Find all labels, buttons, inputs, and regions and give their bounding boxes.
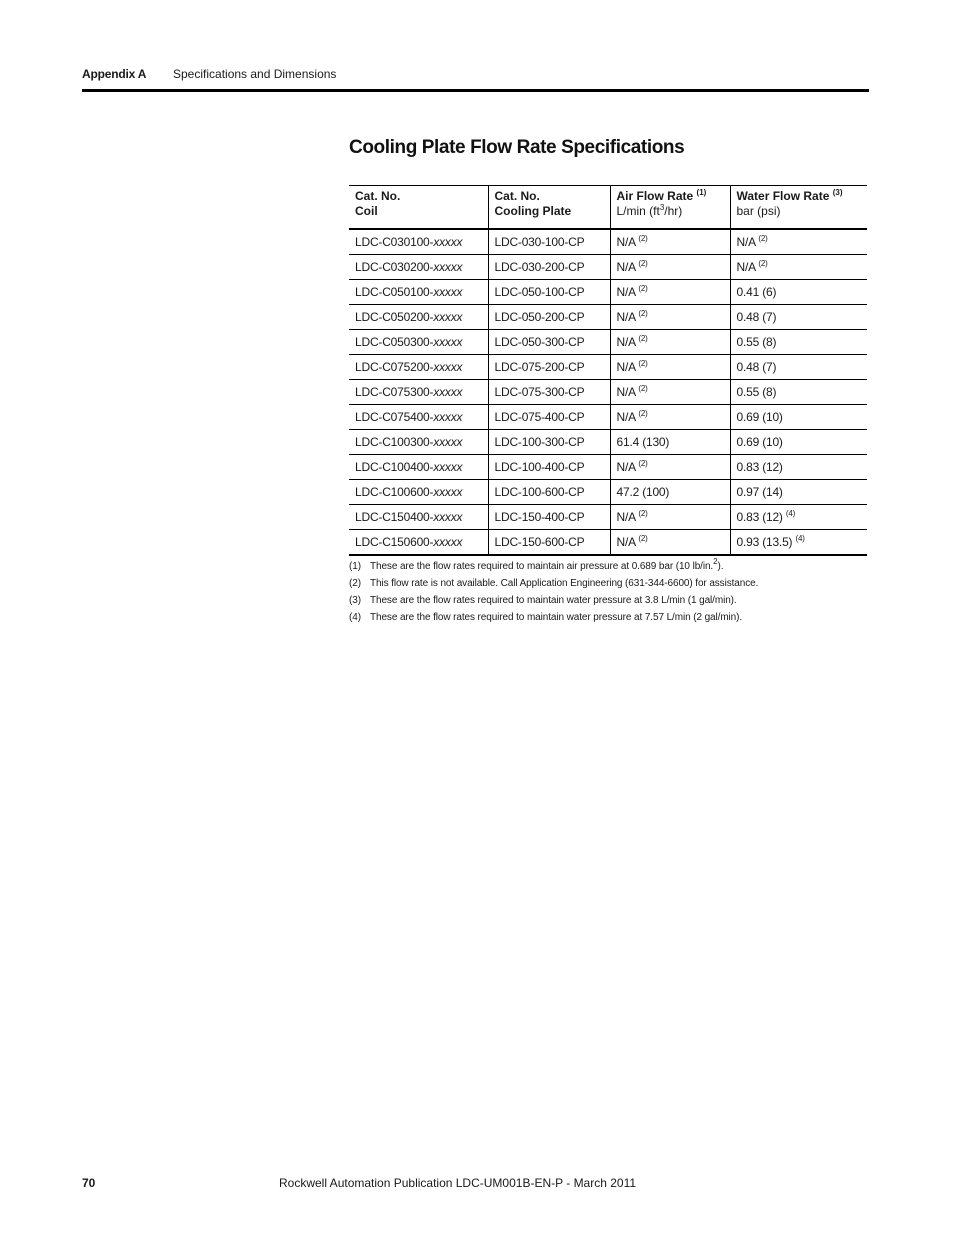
coil-suffix: xxxxx [433,460,463,474]
header-rule [82,89,869,92]
cell-water [730,530,867,556]
table-row [349,405,867,430]
coil-number: LDC-C100600- [355,485,434,499]
footnote [349,557,869,578]
water-value: 0.48 (7) [736,360,777,374]
cell-air [610,480,730,505]
header-coil-line1: Cat. No. [355,189,401,203]
cell-plate: LDC-030-200-CP [488,255,610,280]
cell-plate: LDC-150-600-CP [488,530,610,556]
air-footnote-ref: (2) [638,284,648,293]
table-row [349,380,867,405]
table-row [349,305,867,330]
header-water [730,186,867,230]
air-value: N/A [616,410,636,424]
coil-suffix: xxxxx [433,260,463,274]
footnote-text: This flow rate is not available. Call Application Engineering (631-344-6600) for assistance. [370,578,759,589]
coil-number: LDC-C100300- [355,435,434,449]
cell-coil [349,255,488,280]
air-value: N/A [616,510,636,524]
flow-rate-table [349,185,867,556]
air-footnote-ref: (2) [638,259,648,268]
water-value: 0.83 (12) [736,510,783,524]
cell-water [730,430,867,455]
cell-air [610,380,730,405]
section-title: Cooling Plate Flow Rate Specifications [349,137,685,158]
cell-water [730,229,867,255]
cell-plate: LDC-100-300-CP [488,430,610,455]
cell-plate: LDC-050-200-CP [488,305,610,330]
coil-number: LDC-C100400- [355,460,434,474]
cell-air [610,430,730,455]
water-value: 0.69 (10) [736,435,783,449]
air-value: N/A [616,385,636,399]
cell-air [610,305,730,330]
cell-water [730,330,867,355]
footnote-number: (3) [349,595,361,606]
water-value: 0.97 (14) [736,485,783,499]
footnote-text: These are the flow rates required to maintain water pressure at 3.8 L/min (1 gal/min). [370,595,737,606]
water-footnote-ref: (4) [795,534,805,543]
table-body [349,229,867,555]
water-value: 0.48 (7) [736,310,777,324]
footnote-text: These are the flow rates required to maintain air pressure at 0.689 bar (10 lb/in. [370,561,714,572]
cell-air [610,255,730,280]
cell-coil [349,380,488,405]
coil-suffix: xxxxx [433,360,463,374]
cell-air [610,229,730,255]
cell-plate: LDC-150-400-CP [488,505,610,530]
header-plate-line2: Cooling Plate [494,204,572,218]
cell-coil [349,430,488,455]
footnote [349,578,869,595]
table-row [349,480,867,505]
cell-plate: LDC-100-600-CP [488,480,610,505]
cell-coil [349,355,488,380]
coil-suffix: xxxxx [433,510,463,524]
footnote-tail: ). [717,561,724,572]
footnote-number: (2) [349,578,361,589]
table-row [349,455,867,480]
cell-water [730,255,867,280]
header-coil-line2: Coil [355,204,378,218]
footnote-number: (1) [349,561,361,572]
air-footnote-ref: (2) [638,409,648,418]
cell-air [610,530,730,556]
cell-air [610,355,730,380]
water-value: 0.55 (8) [736,385,777,399]
coil-number: LDC-C075300- [355,385,434,399]
cell-coil [349,505,488,530]
coil-suffix: xxxxx [433,435,463,449]
table-row [349,280,867,305]
publication-info: Rockwell Automation Publication LDC-UM001B-EN-P - March 2011 [279,1176,637,1190]
coil-suffix: xxxxx [433,535,463,549]
running-header [82,67,868,81]
cell-coil [349,330,488,355]
air-footnote-ref: (2) [638,384,648,393]
table-row [349,330,867,355]
table-header-row [349,186,867,230]
appendix-label: Appendix A [82,67,147,81]
footnote-sup: 2 [713,557,718,566]
cell-air [610,280,730,305]
air-value: N/A [616,310,636,324]
footnote [349,595,869,612]
water-value: 0.69 (10) [736,410,783,424]
header-water-title: Water Flow Rate [736,189,830,203]
cell-plate: LDC-075-300-CP [488,380,610,405]
table-row [349,505,867,530]
cell-coil [349,405,488,430]
cell-plate: LDC-075-200-CP [488,355,610,380]
cell-water [730,405,867,430]
coil-suffix: xxxxx [433,235,463,249]
header-air-unit-post: /hr) [664,204,683,218]
footnotes [349,557,869,629]
coil-number: LDC-C075400- [355,410,434,424]
water-value: 0.55 (8) [736,335,777,349]
air-value: N/A [616,535,636,549]
cell-coil [349,229,488,255]
table-row [349,229,867,255]
coil-number: LDC-C050100- [355,285,434,299]
air-value: N/A [616,460,636,474]
water-footnote-ref: (2) [758,259,768,268]
coil-number: LDC-C030200- [355,260,434,274]
cell-water [730,380,867,405]
cell-coil [349,305,488,330]
air-value: N/A [616,360,636,374]
header-water-note: (3) [832,188,843,197]
coil-number: LDC-C030100- [355,235,434,249]
water-value: N/A [736,260,756,274]
header-coil [349,186,488,230]
table-row [349,530,867,556]
cell-air [610,455,730,480]
coil-number: LDC-C050300- [355,335,434,349]
page-number: 70 [82,1176,96,1190]
water-footnote-ref: (4) [785,509,796,518]
coil-number: LDC-C150600- [355,535,434,549]
cell-air [610,330,730,355]
header-plate [488,186,610,230]
air-footnote-ref: (2) [638,334,648,343]
coil-suffix: xxxxx [433,335,463,349]
water-footnote-ref: (2) [758,234,768,243]
cell-water [730,505,867,530]
footnote-number: (4) [349,612,361,623]
coil-suffix: xxxxx [433,410,463,424]
air-value: N/A [616,260,636,274]
air-value: N/A [616,285,636,299]
air-footnote-ref: (2) [638,234,648,243]
header-air-unit-pre: L/min (ft [616,204,660,218]
coil-number: LDC-C075200- [355,360,434,374]
coil-suffix: xxxxx [433,310,463,324]
coil-suffix: xxxxx [433,385,463,399]
cell-water [730,455,867,480]
water-value: 0.83 (12) [736,460,783,474]
cell-plate: LDC-075-400-CP [488,405,610,430]
coil-number: LDC-C050200- [355,310,434,324]
cell-air [610,505,730,530]
footnote [349,612,869,629]
header-water-unit: bar (psi) [736,204,781,218]
air-footnote-ref: (2) [638,509,648,518]
cell-plate: LDC-050-100-CP [488,280,610,305]
air-footnote-ref: (2) [638,359,648,368]
header-air [610,186,730,230]
air-value: 61.4 (130) [616,435,670,449]
header-air-note: (1) [696,188,707,197]
footnote-text: These are the flow rates required to maintain water pressure at 7.57 L/min (2 gal/min). [370,612,743,623]
air-footnote-ref: (2) [638,459,648,468]
coil-suffix: xxxxx [433,485,463,499]
cell-air [610,405,730,430]
cell-water [730,355,867,380]
water-value: N/A [736,235,756,249]
cell-water [730,305,867,330]
cell-water [730,480,867,505]
coil-suffix: xxxxx [433,285,463,299]
table-row [349,255,867,280]
table-row [349,355,867,380]
section-label: Specifications and Dimensions [173,67,337,81]
cell-plate: LDC-050-300-CP [488,330,610,355]
cell-coil [349,280,488,305]
cell-coil [349,455,488,480]
header-plate-line1: Cat. No. [494,189,540,203]
air-footnote-ref: (2) [638,534,648,543]
cell-coil [349,480,488,505]
table-row [349,430,867,455]
air-footnote-ref: (2) [638,309,648,318]
coil-number: LDC-C150400- [355,510,434,524]
air-value: N/A [616,235,636,249]
air-value: N/A [616,335,636,349]
header-air-unit-sup: 3 [659,203,665,212]
cell-plate: LDC-100-400-CP [488,455,610,480]
water-value: 0.93 (13.5) [736,535,793,549]
water-value: 0.41 (6) [736,285,777,299]
header-air-title: Air Flow Rate [616,189,694,203]
cell-coil [349,530,488,556]
cell-water [730,280,867,305]
cell-plate: LDC-030-100-CP [488,229,610,255]
air-value: 47.2 (100) [616,485,670,499]
